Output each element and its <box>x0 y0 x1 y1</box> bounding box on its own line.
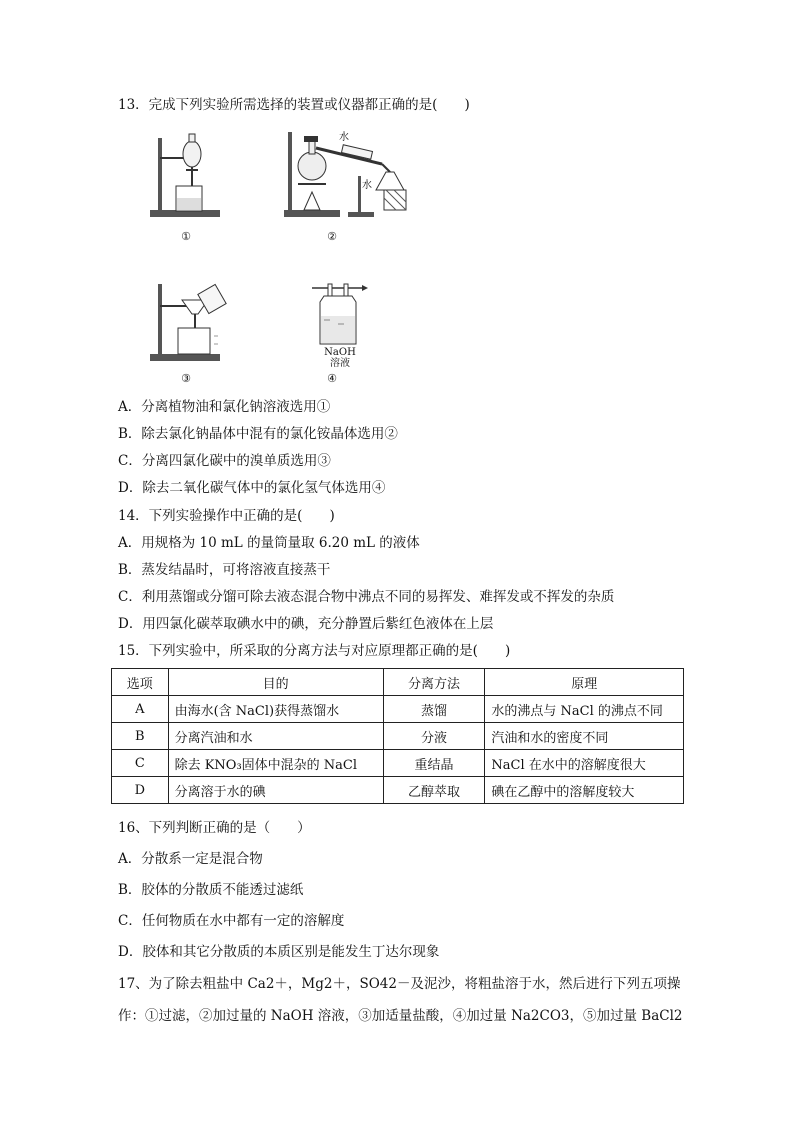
cell-method: 蒸馏 <box>383 696 485 723</box>
q16-option-c: C．任何物质在水中都有一定的溶解度 <box>118 913 345 929</box>
naoh-label <box>316 347 364 369</box>
table-row <box>112 696 684 723</box>
q13-option-a: A．分离植物油和氯化钠溶液选用① <box>118 399 331 415</box>
header-option: 选项 <box>112 669 169 696</box>
naoh-label-line2: 溶液 <box>330 358 350 369</box>
apparatus-label-2: ② <box>327 230 337 243</box>
q17-line-1: 17、为了除去粗盐中 Ca2＋，Mg2＋，SO42－及泥沙，将粗盐溶于水，然后进行下列五项操 <box>118 976 681 992</box>
q17-line-2: 作：①过滤，②加过量的 NaOH 溶液，③加适量盐酸，④加过量 Na2CO3，⑤加过量 BaCl2 <box>118 1008 683 1024</box>
apparatus-label-1: ① <box>181 230 191 243</box>
cell-option: D <box>112 777 169 804</box>
header-purpose: 目的 <box>168 669 383 696</box>
q14-option-d: D．用四氯化碳萃取碘水中的碘，充分静置后紫红色液体在上层 <box>118 616 494 632</box>
water-in-label: 水 <box>339 132 349 143</box>
cell-principle: 水的沸点与 NaCl 的沸点不同 <box>485 696 684 723</box>
q13-option-d: D．除去二氧化碳气体中的氯化氢气体选用④ <box>118 480 386 496</box>
cell-principle: NaCl 在水中的溶解度很大 <box>485 750 684 777</box>
q14-option-c: C．利用蒸馏或分馏可除去液态混合物中沸点不同的易挥发、难挥发或不挥发的杂质 <box>118 589 615 605</box>
table-row <box>112 723 684 750</box>
apparatus-4-gas-washing-bottle <box>310 282 370 348</box>
q15-stem: 15．下列实验中，所采取的分离方法与对应原理都正确的是( ) <box>118 643 511 659</box>
cell-principle: 汽油和水的密度不同 <box>485 723 684 750</box>
cell-purpose: 由海水(含 NaCl)获得蒸馏水 <box>168 696 383 723</box>
cell-purpose: 分离溶于水的碘 <box>168 777 383 804</box>
naoh-label-line1: NaOH <box>324 347 356 358</box>
q13-option-c: C．分离四氯化碳中的溴单质选用③ <box>118 453 331 469</box>
cell-method: 分液 <box>383 723 485 750</box>
q14-option-a: A．用规格为 10 mL 的量筒量取 6.20 mL 的液体 <box>118 535 420 551</box>
q14-option-b: B．蒸发结晶时，可将溶液直接蒸干 <box>118 562 331 578</box>
q16-stem: 16、下列判断正确的是（ ） <box>118 820 311 836</box>
header-principle: 原理 <box>485 669 684 696</box>
cell-method: 乙醇萃取 <box>383 777 485 804</box>
cell-purpose: 除去 KNO₃固体中混杂的 NaCl <box>168 750 383 777</box>
q16-option-d: D．胶体和其它分散质的本质区别是能发生丁达尔现象 <box>118 944 440 960</box>
cell-option: A <box>112 696 169 723</box>
cell-option: C <box>112 750 169 777</box>
cell-method: 重结晶 <box>383 750 485 777</box>
water-out-label: 水 <box>362 180 372 191</box>
apparatus-3-pouring <box>148 278 238 366</box>
table-row <box>112 750 684 777</box>
apparatus-label-4: ④ <box>327 372 337 385</box>
q15-table <box>111 668 684 804</box>
q16-option-b: B．胶体的分散质不能透过滤纸 <box>118 882 304 898</box>
cell-principle: 碘在乙醇中的溶解度较大 <box>485 777 684 804</box>
cell-purpose: 分离汽油和水 <box>168 723 383 750</box>
apparatus-1-separatory-funnel <box>148 128 224 223</box>
q13-option-b: B．除去氯化钠晶体中混有的氯化铵晶体选用② <box>118 426 398 442</box>
header-method: 分离方法 <box>383 669 485 696</box>
apparatus-label-3: ③ <box>181 372 191 385</box>
table-header-row <box>112 669 684 696</box>
cell-option: B <box>112 723 169 750</box>
q13-stem: 13．完成下列实验所需选择的装置或仪器都正确的是( ) <box>118 97 470 113</box>
q14-stem: 14．下列实验操作中正确的是( ) <box>118 508 335 524</box>
q16-option-a: A．分散系一定是混合物 <box>118 851 263 867</box>
table-row <box>112 777 684 804</box>
